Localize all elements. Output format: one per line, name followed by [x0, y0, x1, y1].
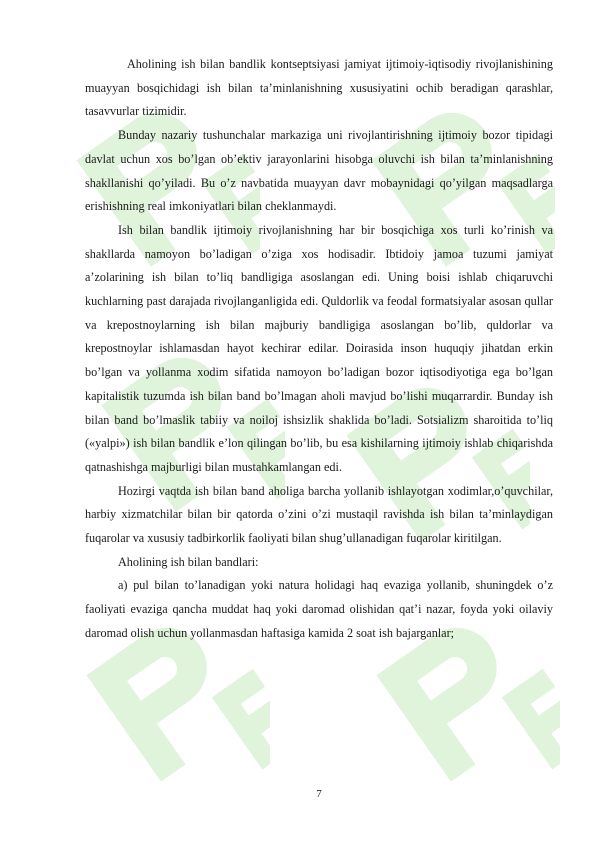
paragraph-4: Hozirgi vaqtda ish bilan band aholiga barcha yollanib ishlayotgan xodimlar,o’quvchilar, harbiy xizmatchilar bilan bir qatorda o’zini o’zi mustaqil ravishda ish bilan ta’minlaydigan fuqarolar va xususiy tadbirkorlik faoliyati bilan shug’ullanadigan fuqarolar kiritilgan. — [85, 483, 553, 546]
paragraph-6: a) pul bilan to’lanadigan yoki natura holidagi haq evaziga yollanib, shuningdek o’z faoliyati evaziga qancha muddat haq yoki daromad olishidan qat’i nazar, foyda yoki oilaviy daromad olish uchun yollanmasdan haftasiga kamida 2 soat ish bajarganlar; — [85, 578, 553, 640]
paragraph-1: Aholining ish bilan bandlik kontseptsiyasi jamiyat ijtimoiy-iqtisodiy rivojlanishining muayyan bosqichidagi ish bilan ta’minlanishning xususiyatini ochib beradigan qarashlar, tasavvurlar tizimidir. — [85, 57, 553, 119]
paragraph-2: Bunday nazariy tushunchalar markaziga uni rivojlantirishning ijtimoiy bozor tipidagi davlat uchun xos bo’lgan ob’ektiv jarayonlarini hisobga oluvchi ish bilan ta’minlanishning shakllanishi qo’yiladi. Bu o’z navbatida muayyan davr mobaynidagi qo’yilgan maqsadlarga erishishning real imkoniyatlari bilan cheklanmaydi. — [85, 128, 553, 214]
paragraph-5: Aholining ish bilan bandlari: — [118, 554, 259, 569]
paragraph-3: Ish bilan bandlik ijtimoiy rivojlanishning har bir bosqichiga xos turli ko’rinish va shakllarda namoyon bo’ladigan o’ziga xos hodisadir. Ibtidoiy jamoa tuzumi jamiyat a’zolarining ish bilan to’liq bandligiga asoslangan edi. Uning boisi ishlab chiqaruvchi kuchlarning past darajada rivojlanganligida edi. Quldorlik va feodal formatsiyalar asosan qullar va krepostnoylarning ish bilan majburiy bandligiga asoslangan bo’lib, quldorlar va krepostnoylar ishlamasdan hayot kechirar edilar. Doirasida inson huquqiy jihatdan erkin bo’lgan va yollanma xodim sifatida namoyon bo’ladigan bozor iqtisodiyotiga ega bo’lgan kapitalistik tuzumda ish bilan band bo’lmagan aholi mavjud bo’lishi muqarrardir. Bunday ish bilan band bo’lmaslik tabiiy va noiloj ishsizlik shaklida bo’ladi. Sotsializm sharoitida to’liq («yalpi») ish bilan bandlik e’lon qilingan bo’lib, bu esa kishilarning ijtimoiy ishlab chiqarishda qatnashishga majburligi bilan mustahkamlangan edi. — [85, 222, 553, 474]
page-number: 7 — [316, 788, 322, 800]
body-text — [85, 53, 553, 646]
